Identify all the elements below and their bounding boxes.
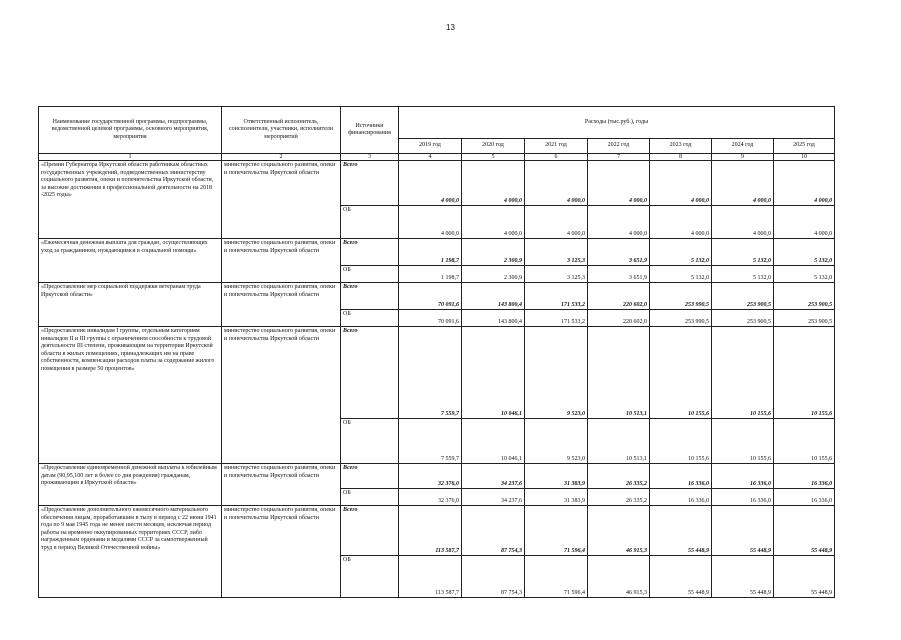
total-value: 55 448,9: [712, 506, 774, 556]
column-number: 4: [399, 154, 462, 161]
ob-value: 3 651,9: [588, 266, 650, 283]
total-value: 10 155,6: [774, 327, 835, 419]
total-value: 34 237,6: [462, 464, 525, 489]
ob-value: 113 587,7: [399, 556, 462, 598]
ob-value: 55 448,9: [774, 556, 835, 598]
total-value: 4 000,0: [650, 161, 712, 206]
executor: министерство социального развития, опеки и попечительства Иркутской области: [222, 239, 341, 283]
total-value: 253 900,5: [712, 283, 774, 310]
total-value: 253 990,5: [650, 283, 712, 310]
source-total: Всего: [341, 283, 399, 310]
program-name: «Предоставление инвалидам I группы, отдельным категориям инвалидов II и III группы с ограничением способности к трудовой деятельности III степени, проживающим на территории Иркутской области в жилых помещениях, принадлежащих им на праве собственности, компенсации расходов платы за содержание жилого помещения в размере 50 процентов»: [39, 327, 222, 464]
header-year: 2022 год: [588, 139, 650, 154]
ob-value: 31 383,9: [525, 489, 588, 506]
source-ob: ОБ: [341, 419, 399, 464]
ob-value: 70 091,6: [399, 310, 462, 327]
total-value: 4 000,0: [774, 161, 835, 206]
ob-value: 55 448,9: [650, 556, 712, 598]
ob-value: 4 000,0: [712, 206, 774, 239]
program-name: «Предоставление мер социальной поддержки ветеранам труда Иркутской области»: [39, 283, 222, 327]
total-value: 55 448,9: [774, 506, 835, 556]
total-value: 1 198,7: [399, 239, 462, 266]
total-value: 4 000,0: [525, 161, 588, 206]
total-value: 16 336,0: [774, 464, 835, 489]
header-year: 2025 год: [774, 139, 835, 154]
executor: министерство социального развития, опеки и попечительства Иркутской области: [222, 327, 341, 464]
total-value: 70 091,6: [399, 283, 462, 310]
header-year: 2023 год: [650, 139, 712, 154]
total-value: 4 000,0: [588, 161, 650, 206]
source-ob: ОБ: [341, 310, 399, 327]
ob-value: 4 000,0: [462, 206, 525, 239]
source-total: Всего: [341, 327, 399, 419]
ob-value: 87 754,3: [462, 556, 525, 598]
column-number: 2: [222, 154, 341, 161]
source-ob: ОБ: [341, 206, 399, 239]
ob-value: 143 800,4: [462, 310, 525, 327]
total-value: 253 900,5: [774, 283, 835, 310]
header-expenses: Расходы (тыс.руб.), годы: [399, 107, 835, 139]
table-row: [39, 506, 835, 556]
ob-value: 5 132,0: [774, 266, 835, 283]
total-value: 143 800,4: [462, 283, 525, 310]
source-total: Всего: [341, 161, 399, 206]
ob-value: 1 198,7: [399, 266, 462, 283]
source-ob: ОБ: [341, 266, 399, 283]
ob-value: 26 335,2: [588, 489, 650, 506]
ob-value: 46 915,3: [588, 556, 650, 598]
column-number: 9: [712, 154, 774, 161]
column-number: 3: [341, 154, 399, 161]
total-value: 171 533,2: [525, 283, 588, 310]
ob-value: 9 523,0: [525, 419, 588, 464]
expenses-table: [38, 106, 835, 598]
program-name: «Премии Губернатора Иркутской области работникам областных государственных учреждений, подведомственных министерству социального развития, опеки и попечительства Иркутской области, за высокие достижения в профессиональной деятельности на 2018 -2025 годы»: [39, 161, 222, 239]
total-value: 5 132,0: [712, 239, 774, 266]
total-value: 3 125,3: [525, 239, 588, 266]
total-value: 2 300,9: [462, 239, 525, 266]
total-value: 46 915,3: [588, 506, 650, 556]
total-value: 9 523,0: [525, 327, 588, 419]
total-value: 5 132,0: [774, 239, 835, 266]
total-value: 71 596,4: [525, 506, 588, 556]
total-value: 4 000,0: [462, 161, 525, 206]
ob-value: 16 336,0: [774, 489, 835, 506]
header-row: [39, 107, 835, 139]
column-number: 8: [650, 154, 712, 161]
total-value: 10 046,1: [462, 327, 525, 419]
total-value: 10 155,6: [712, 327, 774, 419]
ob-value: 5 132,0: [650, 266, 712, 283]
table-row: [39, 239, 835, 266]
ob-value: 253 900,5: [712, 310, 774, 327]
page-number: 13: [446, 23, 455, 32]
ob-value: 4 000,0: [525, 206, 588, 239]
ob-value: 7 559,7: [399, 419, 462, 464]
header-executor: Ответственный исполнитель, соисполнители, участники, исполнители мероприятий: [222, 107, 341, 154]
ob-value: 4 000,0: [774, 206, 835, 239]
table-row: [39, 161, 835, 206]
total-value: 4 000,0: [712, 161, 774, 206]
total-value: 220 602,0: [588, 283, 650, 310]
ob-value: 71 596,4: [525, 556, 588, 598]
ob-value: 10 155,6: [650, 419, 712, 464]
executor: министерство социального развития, опеки и попечительства Иркутской области: [222, 506, 341, 598]
header-year: 2019 год: [399, 139, 462, 154]
column-number: 10: [774, 154, 835, 161]
ob-value: 171 533,2: [525, 310, 588, 327]
ob-value: 4 000,0: [588, 206, 650, 239]
header-program-name: Наименование государственной программы, подпрограммы, ведомственной целевой программы, основного мероприятия, мероприятия: [39, 107, 222, 154]
executor: министерство социального развития, опеки и попечительства Иркутской области: [222, 464, 341, 506]
ob-value: 10 513,1: [588, 419, 650, 464]
ob-value: 32 376,0: [399, 489, 462, 506]
total-value: 4 000,0: [399, 161, 462, 206]
ob-value: 253 900,5: [774, 310, 835, 327]
header-year: 2020 год: [462, 139, 525, 154]
ob-value: 253 990,5: [650, 310, 712, 327]
column-numbers-row: [39, 154, 835, 161]
total-value: 31 383,9: [525, 464, 588, 489]
total-value: 26 335,2: [588, 464, 650, 489]
total-value: 55 448,9: [650, 506, 712, 556]
source-ob: ОБ: [341, 556, 399, 598]
program-name: «Предоставление единовременной денежной выплаты к юбилейным датам (90,95,100 лет и более со дня рождения) гражданам, проживающим в Иркутской области»: [39, 464, 222, 506]
source-total: Всего: [341, 464, 399, 489]
executor: министерство социального развития, опеки и попечительства Иркутской области: [222, 161, 341, 239]
source-total: Всего: [341, 506, 399, 556]
program-name: «Предоставление дополнительного ежемесячного материального обеспечения лицам, проработавшим в тылу в период с 22 июня 1941 года по 9 мая 1945 года не менее шести месяцев, исключая период работы на временно оккупированных территориях СССР, либо награжденным орденами и медалями СССР за самоотверженный труд в период Великой Отечественной войны»: [39, 506, 222, 598]
total-value: 7 559,7: [399, 327, 462, 419]
ob-value: 5 132,0: [712, 266, 774, 283]
ob-value: 10 155,6: [774, 419, 835, 464]
total-value: 87 754,3: [462, 506, 525, 556]
table-row: [39, 283, 835, 310]
total-value: 10 513,1: [588, 327, 650, 419]
total-value: 16 336,0: [650, 464, 712, 489]
ob-value: 4 000,0: [650, 206, 712, 239]
ob-value: 10 046,1: [462, 419, 525, 464]
ob-value: 4 000,0: [399, 206, 462, 239]
column-number: 6: [525, 154, 588, 161]
column-number: 5: [462, 154, 525, 161]
source-ob: ОБ: [341, 489, 399, 506]
total-value: 3 651,9: [588, 239, 650, 266]
total-value: 16 336,0: [712, 464, 774, 489]
ob-value: 55 448,9: [712, 556, 774, 598]
executor: министерство социального развития, опеки и попечительства Иркутской области: [222, 283, 341, 327]
ob-value: 10 155,6: [712, 419, 774, 464]
ob-value: 220 602,0: [588, 310, 650, 327]
total-value: 113 587,7: [399, 506, 462, 556]
ob-value: 16 336,0: [712, 489, 774, 506]
table-row: [39, 464, 835, 489]
program-name: «Ежемесячная денежная выплата для граждан, осуществляющих уход за гражданином, нуждающимся в социальной помощи»: [39, 239, 222, 283]
header-year: 2024 год: [712, 139, 774, 154]
table-row: [39, 327, 835, 419]
column-number: 7: [588, 154, 650, 161]
total-value: 5 132,0: [650, 239, 712, 266]
ob-value: 16 336,0: [650, 489, 712, 506]
total-value: 10 155,6: [650, 327, 712, 419]
header-year: 2021 год: [525, 139, 588, 154]
column-number: 1: [39, 154, 222, 161]
ob-value: 34 237,6: [462, 489, 525, 506]
total-value: 32 376,0: [399, 464, 462, 489]
ob-value: 2 300,9: [462, 266, 525, 283]
ob-value: 3 125,3: [525, 266, 588, 283]
header-source: Источники финансирования: [341, 107, 399, 154]
source-total: Всего: [341, 239, 399, 266]
